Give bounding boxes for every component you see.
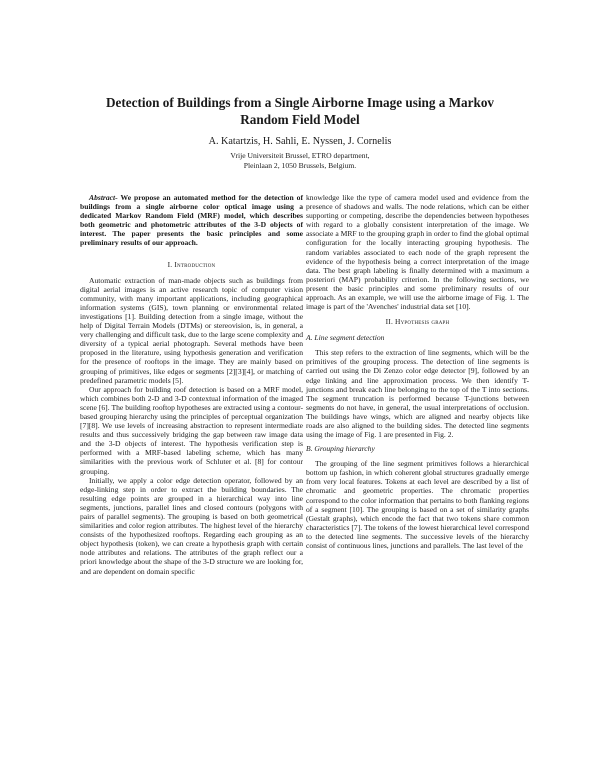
right-column: [306, 193, 529, 550]
abstract-label: Abstract-: [89, 193, 118, 202]
section-heading-hypothesis-graph: II. Hypothesis graph: [385, 317, 450, 327]
intro-paragraph-2: Our approach for building roof detection is based on a MRF model, which combines both 2-D and 3-D contextual information of the imaged scene [6]. The building rooftop hypotheses are extracted using a contour-based grouping hierarchy using the principles of perceptual organization [7][8]. We use levels of increasing abstraction to represent intermediate results and thus successively bridging the gap between raw image data and the 3-D objects of interest. The hypothesis verification step is performed with a MRF-based labeling scheme, which has many similarities with the previous work of Schluter et al. [8] for contour grouping.: [80, 384, 303, 476]
author-list: A. Katartzis, H. Sahli, E. Nyssen, J. Cornelis: [208, 136, 392, 147]
section-heading-introduction: I. Introduction: [167, 259, 216, 269]
intro-paragraph-3: Initially, we apply a color edge detection operator, followed by an edge-linking step in order to extract the building boundaries. The resulting edge points are grouped in a hierarchical way into line segments, junctions, parallel lines and closed contours (polygons with pairs of parallel segments). The grouping is based on both geometrical similarities and color region attributes. The highest level of the hierarchy consists of the hypothesized rooftops. Regarding each grouping as an object hypothesis (token), we can create a hypothesis graph with certain node attributes and relations. The attributes of the graph reflect our a priori knowledge about the shape of the 3-D structure we are looking for, and are dependent on domain specific: [80, 475, 303, 576]
affiliation-line-2: Pleinlaan 2, 1050 Brussels, Belgium.: [243, 161, 357, 170]
subsection-heading-line-segment-detection: A. Line segment detection: [306, 333, 385, 343]
affiliation-line-1: Vrije Universiteit Brussel, ETRO department,: [230, 151, 370, 160]
left-column: [80, 193, 303, 576]
intro-paragraph-continued: knowledge like the type of camera model used and evidence from the presence of shadows and walls. The node relations, which can be either supporting or competing, describe the dependencies between hypotheses with regard to a globally consistent interpretation of the image. We associate a MRF to the grouping graph in order to find the global optimal configuration for the locally interacting grouping hypothesis. The random variables associated to each node of the graph represent the evidence of the hypothesis being a correct interpretation of the image data. The best graph labeling is finally determined with a maximum a posteriori (MAP) probability criterion. In the following sections, we present the basic principles and some preliminary results of our approach. As an example, we will use the airborne image of Fig. 1. The image is part of the 'Avenches' industrial data set [10].: [306, 193, 529, 312]
line-segment-paragraph: This step refers to the extraction of line segments, which will be the primitives of the grouping process. The detection of line segments is carried out using the Di Zenzo color edge detector [9], followed by an edge linking and line approximation process. We then identify T-junctions and break each line belonging to the top of the T into sections. The segment truncation is performed because T-junctions between segments do not have, in general, the usual interpretations of occlusion. The buildings have wings, which are aligned and nearby objects like roads are also aligned to the building sides. The detected line segments using the image of Fig. 1 are presented in Fig. 2.: [306, 348, 529, 440]
abstract: [80, 193, 303, 248]
subsection-heading-grouping-hierarchy: B. Grouping hierarchy: [306, 444, 375, 454]
intro-paragraph-1: Automatic extraction of man-made objects such as buildings from digital aerial images is an active research topic of computer vision community, with many important applications, including geographical information systems (GIS), town planning or environmental related investigations [1]. Building detection from a single image, without the help of Digital Terrain Models (DTMs) or stereovision, is, in general, a very challenging and difficult task, due to the large scene complexity and diversity of a typical aerial photograph. Several methods have been proposed in the literature, using hypothesis generation and verification for the presence of rooftops in the image. They are mainly based on grouping of primitives, like edges or segments [2][3][4], or matching of predefined parametric models [5].: [80, 275, 303, 385]
abstract-text: We propose an automated method for the detection of buildings from a single airborne color optical image using a dedicated Markov Random Field (MRF) model, which describes both geometric and photometric attributes of the 3-D objects of interest. The paper presents the basic principles and some preliminary results of our approach.: [80, 193, 303, 248]
paper-title: Detection of Buildings from a Single Airborne Image using a Markov Random Field Model: [105, 95, 495, 127]
grouping-paragraph: The grouping of the line segment primitives follows a hierarchical bottom up fashion, in which coherent global structures gradually emerge from very local features. Tokens at each level are described by a list of chromatic and geometric properties. The chromatic properties correspond to the color information that pertains to both flanking regions of a segment [10]. The grouping is based on a set of similarity graphs (Gestalt graphs), which encode the fact that two tokens share common characteristics [7]. The tokens of the lowest hierarchical level correspond to the detected line segments. The successive levels of the hierarchy consist of continuous lines, junctions and parallels. The last level of the: [306, 459, 529, 550]
